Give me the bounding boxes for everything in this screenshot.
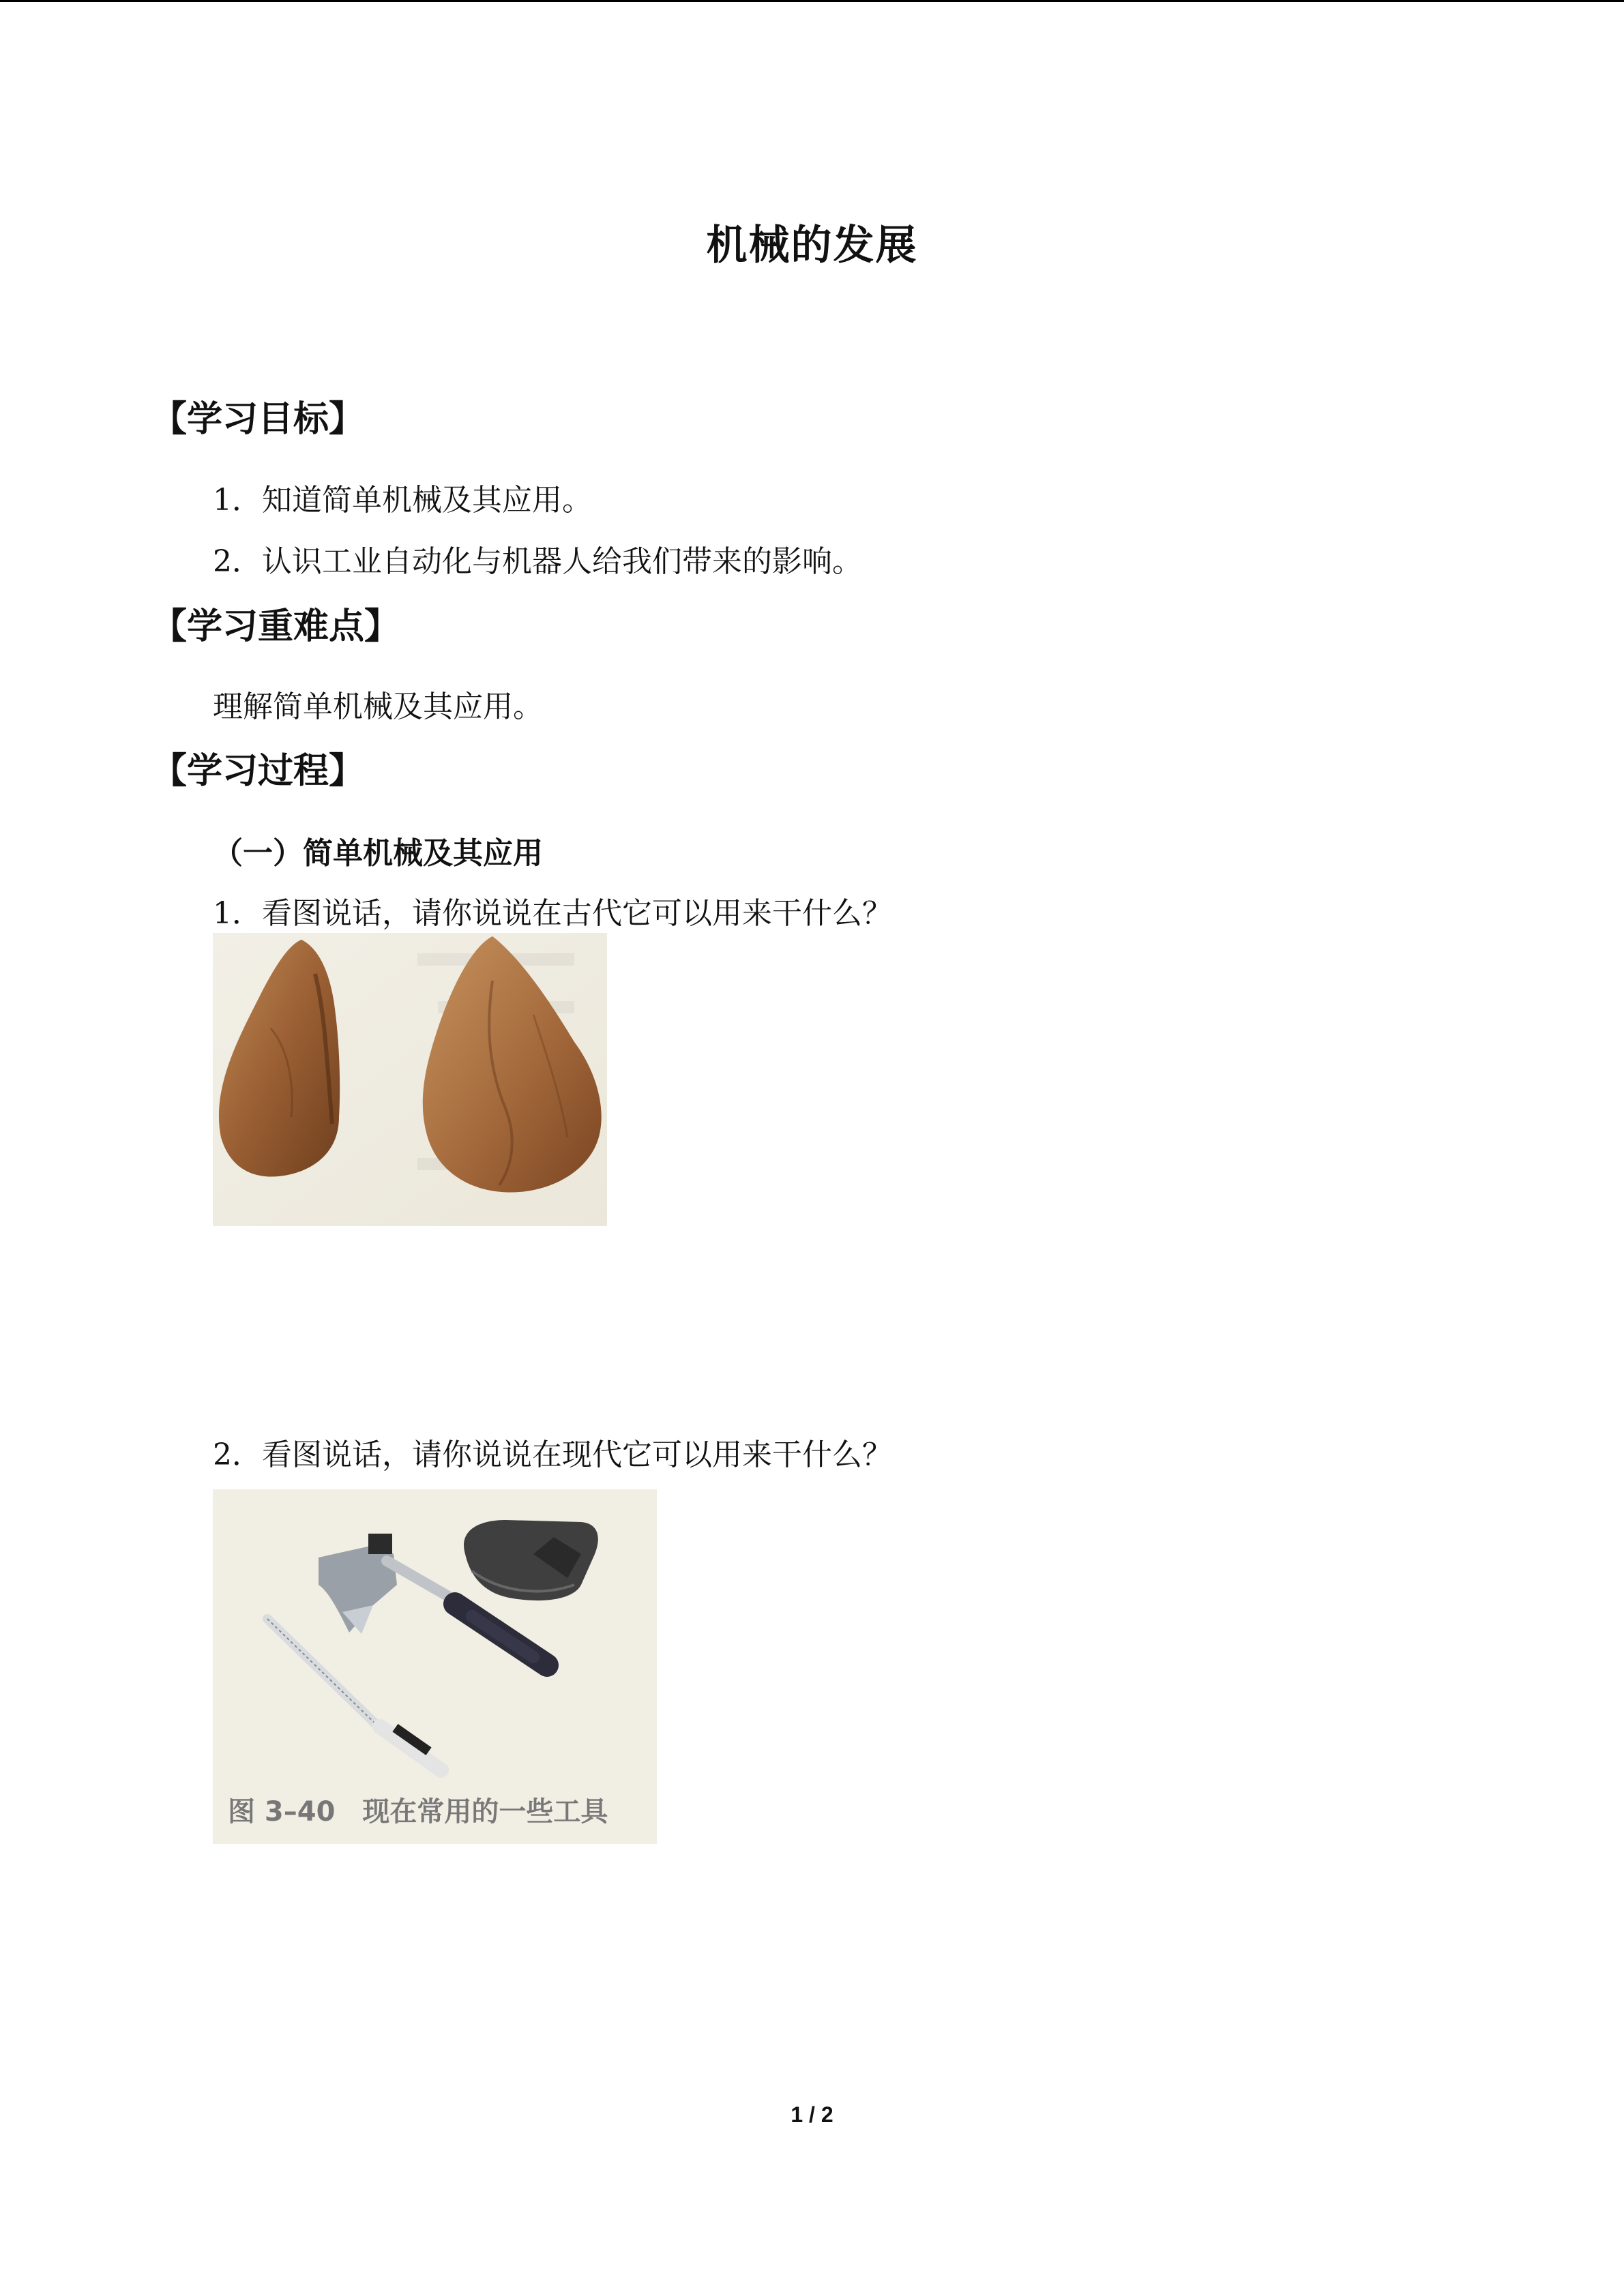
- key-points-text: 理解简单机械及其应用。: [213, 689, 543, 724]
- figure-caption: 图 3–40 现在常用的一些工具: [228, 1796, 608, 1828]
- section-heading-goals: 【学习目标】: [151, 399, 365, 440]
- page-number: 1 / 2: [791, 2102, 833, 2127]
- process-subheading: （一）简单机械及其应用: [213, 836, 543, 871]
- question-1: 1．看图说话，请你说说在古代它可以用来干什么？: [213, 896, 892, 931]
- question-2: 2．看图说话，请你说说在现代它可以用来干什么？: [213, 1437, 892, 1472]
- stone-tools-figure: [213, 933, 607, 1226]
- shovel-icon: [464, 1520, 598, 1600]
- page-title: 机械的发展: [706, 222, 918, 269]
- section-heading-key-points: 【学习重难点】: [151, 606, 400, 647]
- page-top-border: [0, 0, 1624, 2]
- stone-hand-axe-image: [213, 933, 607, 1226]
- saw-icon: [267, 1619, 441, 1770]
- goal-item-2: 2．认识工业自动化与机器人给我们带来的影响。: [213, 544, 862, 579]
- goal-item-1: 1．知道简单机械及其应用。: [213, 483, 592, 518]
- modern-tools-figure: [213, 1489, 657, 1844]
- axe-saw-shovel-image: [213, 1489, 657, 1789]
- section-heading-process: 【学习过程】: [151, 751, 365, 792]
